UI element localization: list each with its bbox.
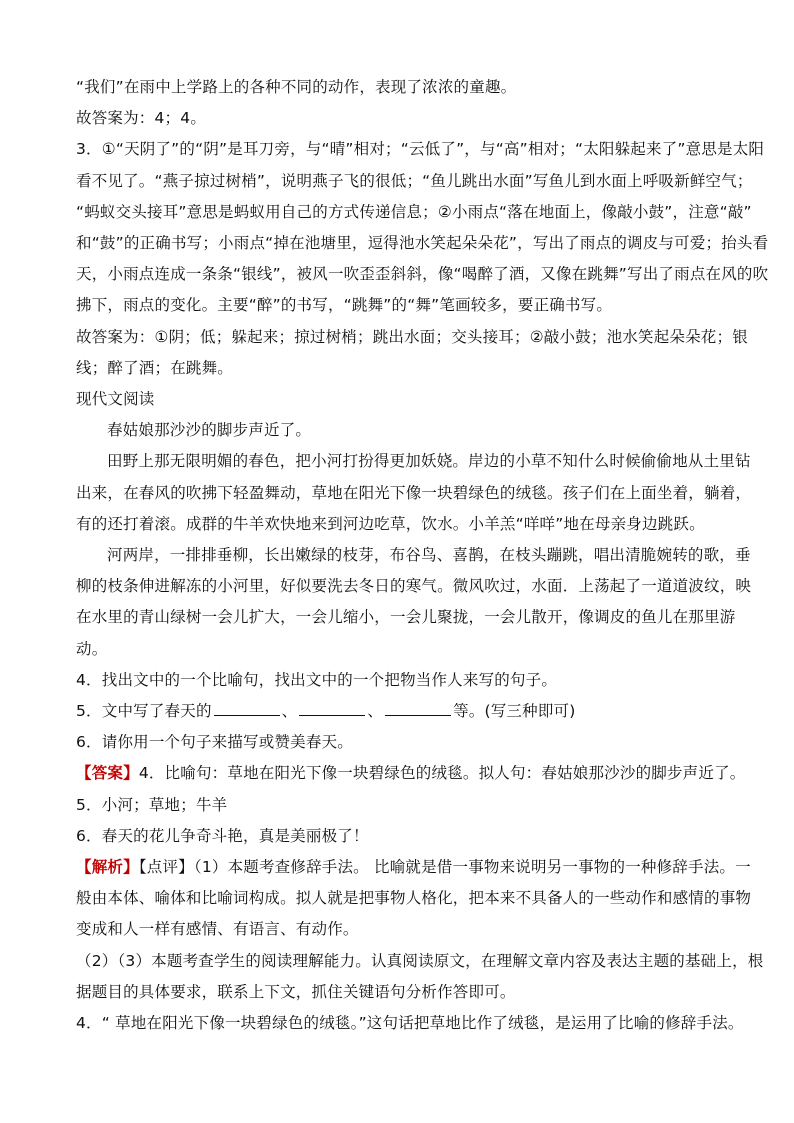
- blank-separator: 、: [367, 702, 384, 721]
- passage-line: 有的还打着滚。成群的牛羊欢快地来到河边吃草，饮水。小羊羔“咩咩”地在母亲身边跳跃。: [76, 514, 705, 533]
- passage-line: 动。: [76, 639, 108, 658]
- blank-separator: 、: [281, 702, 298, 721]
- question-5: [76, 696, 724, 727]
- answer-blank: [214, 700, 280, 716]
- text-line: 和“鼓”的正确书写；小雨点“掉在池塘里，逗得池水笑起朵朵花”，写出了雨点的调皮与可爱；抬头看: [76, 234, 769, 253]
- answer-line: 5．小河；草地；牛羊: [76, 795, 228, 814]
- passage-line: 柳的枝条伸进解冻的小河里，好似要洗去冬日的寒气。微风吹过，水面．上荡起了一道道波纹，映: [76, 577, 752, 596]
- text-line: 3．①“天阴了”的“阴”是耳刀旁，与“晴”相对；“云低了”，与“高”相对；“太阳躲起来了”意思是太阳: [76, 140, 765, 159]
- analysis-line: 变成和人一样有感情、有语言、有动作。: [76, 920, 359, 939]
- analysis-text: 【点评】（1）本题考查修辞手法。 比喻就是借一事物来说明另一事物的一种修辞手法。一: [138, 858, 751, 877]
- text-line: 故答案为：4；4。: [76, 109, 207, 128]
- answer-line: [76, 758, 746, 789]
- text-line: 故答案为：①阴；低；躲起来；掠过树梢；跳出水面；交头接耳；②敲小鼓；池水笑起朵朵花；银: [76, 327, 748, 346]
- answer-blank: [299, 700, 365, 716]
- question-5-suffix: 等。(写三种即可): [453, 702, 576, 721]
- answer-blank: [385, 700, 451, 716]
- answer-line: 6．春天的花儿争奇斗艳，真是美丽极了！: [76, 826, 369, 845]
- passage-line: 田野上那无限明媚的春色，把小河打扮得更加妖娆。岸边的小草不知什么时候偷偷地从土里钻: [107, 452, 751, 471]
- section-heading: 现代文阅读: [76, 390, 155, 409]
- passage-line: 出来，在春风的吹拂下轻盈舞动，草地在阳光下像一块碧绿色的绒毯。孩子们在上面坐着，躺着，: [76, 483, 752, 502]
- analysis-line: [76, 852, 751, 883]
- analysis-tag: 【解析】: [76, 858, 139, 877]
- analysis-line: 4．“ 草地在阳光下像一块碧绿色的绒毯。”这句话把草地比作了绒毯，是运用了比喻的修辞手法。: [76, 1014, 744, 1033]
- text-line: 天，小雨点连成一条条“银线”，被风一吹歪歪斜斜，像“喝醉了酒，又像在跳舞”写出了雨点在风的吹: [76, 265, 769, 284]
- question-4: 4．找出文中的一个比喻句，找出文中的一个把物当作人来写的句子。: [76, 670, 558, 689]
- text-line: “我们”在雨中上学路上的各种不同的动作，表现了浓浓的童趣。: [76, 78, 517, 96]
- analysis-line: 据题目的具体要求，联系上下文，抓住关键语句分析作答即可。: [76, 982, 516, 1001]
- question-5-prefix: 5．文中写了春天的: [76, 702, 212, 721]
- answer-tag: 【答案】: [76, 764, 139, 783]
- analysis-line: 般由本体、喻体和比喻词构成。拟人就是把事物人格化，把本来不具备人的一些动作和感情的事物: [76, 889, 752, 908]
- passage-line: 春姑娘那沙沙的脚步声近了。: [107, 421, 312, 440]
- passage-line: 在水里的青山绿树一会儿扩大，一会儿缩小，一会儿聚拢，一会儿散开，像调皮的鱼儿在那里游: [76, 608, 736, 627]
- text-line: 拂下，雨点的变化。主要“醉”的书写，“跳舞”的“舞”笔画较多，要正确书写。: [76, 296, 613, 315]
- text-line: 线；醉了酒；在跳舞。: [76, 358, 234, 377]
- passage-line: 河两岸，一排排垂柳，长出嫩绿的枝芽，布谷鸟、喜鹊，在枝头蹦跳，唱出清脆婉转的歌，垂: [107, 546, 751, 565]
- analysis-line: （2）（3）本题考查学生的阅读理解能力。认真阅读原文，在理解文章内容及表达主题的基础上，根: [76, 951, 764, 970]
- answer-text: 4．比喻句：草地在阳光下像一块碧绿色的绒毯。拟人句：春姑娘那沙沙的脚步声近了。: [138, 764, 746, 783]
- text-line: “蚂蚁交头接耳”意思是蚂蚁用自己的方式传递信息；②小雨点“落在地面上，像敲小鼓”，注意“敲”: [76, 202, 752, 221]
- question-6: 6．请你用一个句子来描写或赞美春天。: [76, 733, 353, 752]
- text-line: 看不见了。“燕子掠过树梢”，说明燕子飞的很低；“鱼儿跳出水面”写鱼儿到水面上呼吸新鲜空气；: [76, 171, 753, 190]
